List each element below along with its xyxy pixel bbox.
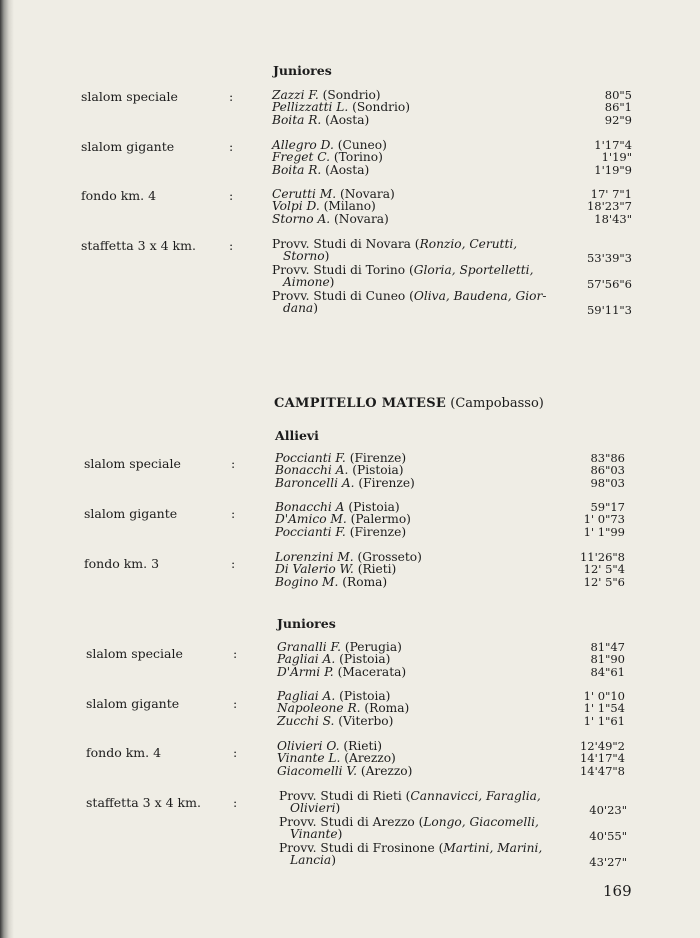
- athlete-name: Baroncelli A.: [275, 475, 355, 490]
- athlete-name: Pellizzatti L.: [272, 100, 349, 115]
- colon-separator: :: [229, 188, 234, 203]
- result-time: 12' 5"4: [583, 562, 625, 577]
- athlete-name: Poccianti F.: [275, 451, 346, 465]
- athlete-name: Poccianti F.: [275, 524, 346, 539]
- results-list: [277, 740, 625, 777]
- athlete-origin: (Palermo): [350, 512, 411, 527]
- athlete-name: Bonacchi A.: [275, 463, 349, 478]
- results-list: [275, 501, 625, 538]
- athlete-name: Olivieri O.: [277, 739, 340, 753]
- athlete-origin: (Firenze): [349, 451, 407, 465]
- athlete-name: Freget C.: [272, 150, 331, 165]
- athlete-origin: (Grosseto): [357, 550, 422, 564]
- colon-separator: :: [231, 556, 236, 571]
- result-time: 92"9: [604, 112, 632, 127]
- result-time: 1' 1"61: [583, 713, 625, 728]
- event-label: staffetta 3 x 4 km.: [86, 795, 201, 810]
- result-row: [272, 114, 632, 126]
- athlete-name: D'Armi P.: [277, 664, 334, 679]
- result-time: 1'19": [601, 150, 632, 165]
- result-time: 84"61: [590, 664, 625, 679]
- team-prefix: Provv. Studi di Torino (: [272, 262, 414, 277]
- athlete-origin: (Firenze): [358, 475, 415, 490]
- athlete-origin: (Novara): [340, 187, 395, 201]
- athlete-origin: (Torino): [333, 150, 383, 165]
- athlete-origin: (Roma): [364, 701, 410, 716]
- athlete-name: Zucchi S.: [277, 713, 335, 728]
- athlete-origin: (Arezzo): [344, 751, 396, 766]
- relay-team: [272, 237, 632, 266]
- result-time: 1' 1"99: [583, 524, 625, 539]
- athlete-origin: (Pistoia): [348, 500, 400, 514]
- event-label: fondo km. 3: [84, 556, 160, 571]
- result-time: 12'49"2: [579, 739, 625, 753]
- athlete-name: Vinante L.: [277, 751, 341, 766]
- athlete-origin: (Sondrio): [322, 88, 381, 102]
- relay-team: [279, 789, 627, 818]
- page-number: 169: [603, 882, 632, 900]
- team-prefix: Provv. Studi di Frosinone (: [279, 840, 444, 855]
- page-binding-edge: [0, 0, 14, 938]
- relay-team: [272, 288, 632, 318]
- athlete-origin: (Roma): [342, 574, 388, 589]
- place-province: (Campobasso): [450, 396, 544, 411]
- athlete-origin: (Arezzo): [360, 763, 413, 778]
- result-time: 1' 1"54: [583, 701, 625, 716]
- team-members: Martini, Marini,: [443, 840, 543, 855]
- result-row: [275, 526, 625, 538]
- colon-separator: :: [231, 506, 236, 521]
- result-time: 14'17"4: [579, 751, 625, 766]
- result-time: 18'43": [594, 211, 632, 226]
- result-time: 53'39"3: [586, 251, 632, 266]
- place-name: CAMPITELLO MATESE: [274, 396, 447, 411]
- event-label: slalom speciale: [81, 89, 178, 104]
- team-suffix: ): [331, 853, 336, 868]
- athlete-origin: (Aosta): [325, 112, 370, 127]
- result-time: 86"03: [590, 463, 625, 478]
- results-list: [275, 551, 625, 588]
- result-time: 59"17: [590, 500, 625, 514]
- colon-separator: :: [231, 456, 236, 471]
- results-list: [275, 452, 625, 489]
- team-members-cont: Vinante: [290, 827, 338, 842]
- result-row: [277, 765, 625, 777]
- event-label: fondo km. 4: [81, 188, 157, 203]
- result-time: 1'19"9: [594, 162, 632, 177]
- team-members-cont: Aimone: [283, 275, 330, 290]
- result-time: 14'47"8: [579, 763, 625, 778]
- result-time: 17' 7"1: [590, 187, 632, 201]
- colon-separator: :: [233, 696, 238, 711]
- team-prefix: Provv. Studi di Cuneo (: [272, 288, 414, 303]
- event-label: slalom gigante: [81, 139, 175, 154]
- place-heading: [274, 396, 544, 411]
- result-time: 43'27": [589, 855, 627, 870]
- result-row: [277, 715, 625, 727]
- results-list: [277, 641, 625, 678]
- result-time: 40'55": [589, 829, 627, 844]
- athlete-name: D'Amico M.: [275, 512, 347, 527]
- result-time: 80"5: [604, 88, 632, 102]
- athlete-origin: (Macerata): [337, 664, 407, 679]
- result-row: [275, 477, 625, 489]
- result-row: [272, 213, 632, 225]
- results-list: [277, 690, 625, 727]
- athlete-name: Giacomelli V.: [277, 763, 357, 778]
- team-members: Oliva, Baudena, Gior-: [413, 288, 547, 303]
- team-members: Ronzio, Cerutti,: [419, 237, 518, 251]
- colon-separator: :: [233, 795, 238, 810]
- event-label: slalom gigante: [86, 696, 180, 711]
- event-label: slalom speciale: [84, 456, 181, 471]
- relay-team: [279, 814, 627, 844]
- team-members-cont: Olivieri: [290, 801, 336, 816]
- athlete-origin: (Aosta): [325, 162, 370, 177]
- colon-separator: :: [229, 238, 234, 253]
- result-row: [275, 576, 625, 588]
- colon-separator: :: [229, 139, 234, 154]
- event-label: staffetta 3 x 4 km.: [81, 238, 196, 253]
- athlete-origin: (Firenze): [349, 524, 407, 539]
- results-list: [272, 139, 632, 176]
- team-suffix: ): [324, 249, 330, 264]
- team-members-cont: Storno: [283, 249, 325, 264]
- athlete-name: Bogino M.: [275, 574, 339, 589]
- colon-separator: :: [229, 89, 234, 104]
- category-heading: Juniores: [277, 616, 336, 631]
- relay-teams: [272, 237, 632, 318]
- athlete-origin: (Pistoia): [339, 652, 391, 667]
- relay-teams: [279, 789, 627, 870]
- athlete-name: Pagliai A.: [277, 652, 336, 667]
- result-row: [272, 164, 632, 176]
- result-time: 1' 0"73: [583, 512, 625, 527]
- athlete-origin: (Rieti): [343, 739, 383, 753]
- result-time: 98"03: [590, 475, 625, 490]
- athlete-origin: (Novara): [334, 211, 389, 226]
- athlete-name: Boita R.: [272, 162, 322, 177]
- event-label: fondo km. 4: [86, 745, 162, 760]
- athlete-origin: (Rieti): [357, 562, 397, 577]
- athlete-name: Napoleone R.: [277, 701, 361, 716]
- results-list: [272, 89, 632, 126]
- athlete-name: Cerutti M.: [272, 187, 337, 201]
- relay-team: [272, 262, 632, 292]
- team-members: Longo, Giacomelli,: [423, 814, 539, 829]
- result-time: 1'17"4: [594, 138, 632, 152]
- athlete-name: Storno A.: [272, 211, 331, 226]
- colon-separator: :: [233, 646, 238, 661]
- team-suffix: ): [337, 827, 343, 842]
- result-time: 86"1: [604, 100, 632, 115]
- athlete-origin: (Pistoia): [352, 463, 404, 478]
- result-time: 11'26"8: [579, 550, 625, 564]
- team-members: Gloria, Sportelletti,: [413, 262, 534, 277]
- result-time: 59'11"3: [586, 303, 632, 318]
- athlete-origin: (Viterbo): [338, 713, 394, 728]
- team-suffix: ): [335, 801, 341, 816]
- category-heading: Juniores: [273, 63, 332, 78]
- athlete-name: Lorenzini M.: [275, 550, 354, 564]
- team-prefix: Provv. Studi di Rieti (: [279, 789, 411, 803]
- athlete-name: Bonacchi A: [275, 500, 345, 514]
- athlete-name: Allegro D.: [272, 138, 334, 152]
- result-time: 18'23"7: [586, 199, 632, 214]
- team-members-cont: dana: [283, 301, 314, 316]
- athlete-origin: (Milano): [323, 199, 376, 214]
- athlete-origin: (Pistoia): [339, 689, 391, 703]
- result-time: 83"86: [590, 451, 625, 465]
- athlete-origin: (Perugia): [344, 640, 402, 654]
- team-suffix: ): [313, 301, 318, 316]
- athlete-name: Zazzi F.: [272, 88, 319, 102]
- team-members: Cannavicci, Faraglia,: [410, 789, 541, 803]
- results-list: [272, 188, 632, 225]
- team-suffix: ): [329, 275, 335, 290]
- result-time: 40'23": [589, 803, 627, 818]
- colon-separator: :: [233, 745, 238, 760]
- category-heading: Allievi: [275, 428, 319, 443]
- athlete-name: Volpi D.: [272, 199, 320, 214]
- athlete-name: Boita R.: [272, 112, 322, 127]
- result-time: 1' 0"10: [583, 689, 625, 703]
- relay-team: [279, 840, 627, 870]
- athlete-origin: (Sondrio): [352, 100, 410, 115]
- athlete-name: Di Valerio W.: [275, 562, 354, 577]
- event-label: slalom gigante: [84, 506, 178, 521]
- team-members-cont: Lancia: [290, 853, 332, 868]
- athlete-origin: (Cuneo): [337, 138, 387, 152]
- event-label: slalom speciale: [86, 646, 183, 661]
- result-time: 12' 5"6: [583, 574, 625, 589]
- result-time: 81"47: [590, 640, 625, 654]
- athlete-name: Granalli F.: [277, 640, 341, 654]
- team-prefix: Provv. Studi di Novara (: [272, 237, 420, 251]
- team-prefix: Provv. Studi di Arezzo (: [279, 814, 424, 829]
- athlete-name: Pagliai A.: [277, 689, 336, 703]
- result-row: [277, 666, 625, 678]
- result-time: 57'56"6: [586, 277, 632, 292]
- result-time: 81"90: [590, 652, 625, 667]
